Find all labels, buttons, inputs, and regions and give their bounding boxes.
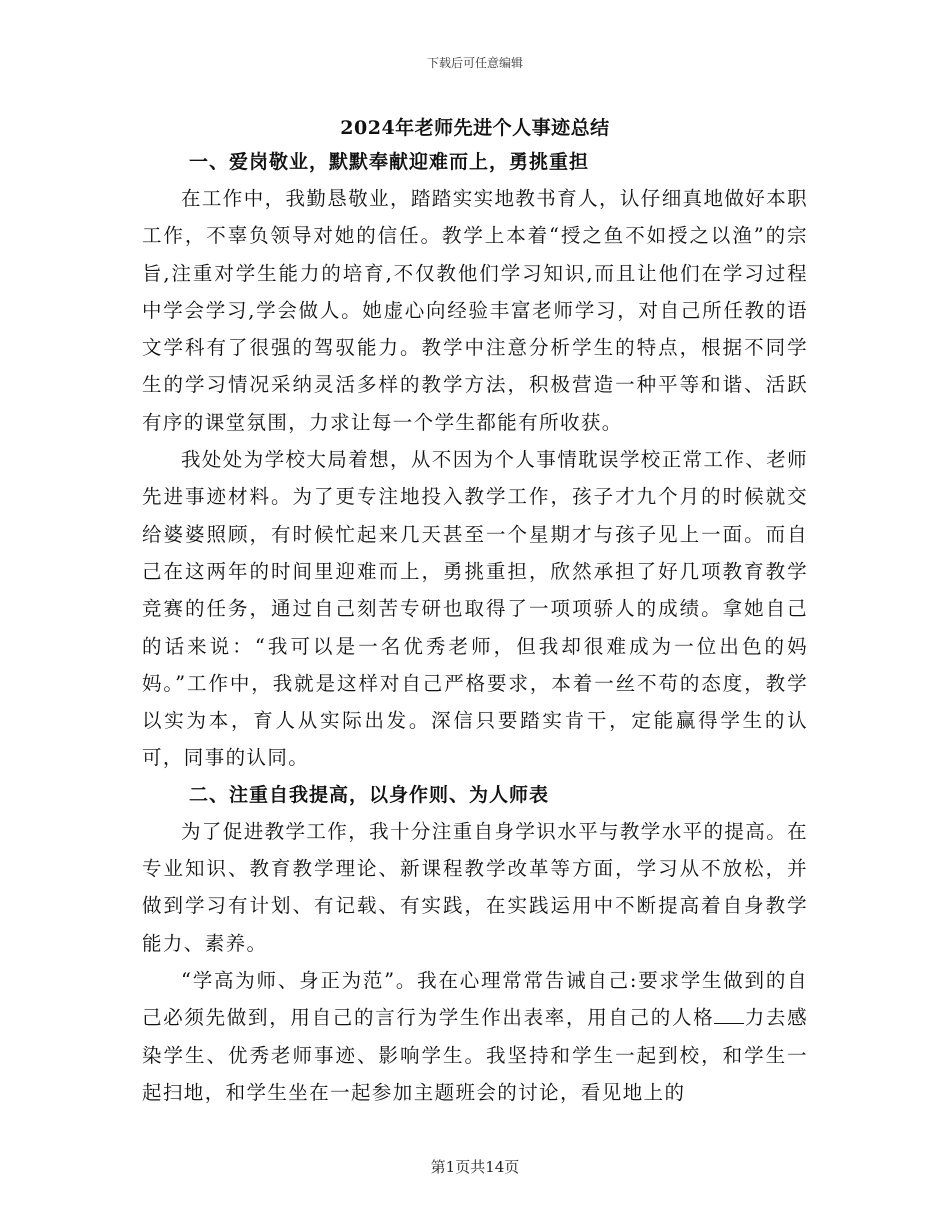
section-2-paragraph-2-part-1: “学高为师、身正为范”。我在心理常常告诫自己:要求学生做到的自己必须先做到，用自己的言行为学生作出表率，用自己的人格	[142, 968, 808, 1030]
section-1-paragraph-2: 我处处为学校大局着想，从不因为个人事情耽误学校正常工作、老师先进事迹材料。为了更专注地投入教学工作，孩子才九个月的时候就交给婆婆照顾，有时候忙起来几天甚至一个星期才与孩子见上一面。而自己在这两年的时间里迎难而上，勇挑重担，欣然承担了好几项教育教学竞赛的任务，通过自己刻苦专研也取得了一项项骄人的成绩。拿她自己的话来说：“我可以是一名优秀老师，但我却很难成为一位出色的妈妈。”工作中，我就是这样对自己严格要求，本着一丝不苟的态度，教学以实为本，育人从实际出发。深信只要踏实肯干，定能赢得学生的认可，同事的认同。	[142, 448, 809, 770]
section-2-heading: 二、注重自我提高，以身作则、为人师表	[189, 783, 550, 806]
document-title: 2024年老师先进个人事迹总结	[340, 117, 610, 139]
section-1-paragraph-1: 在工作中，我勤恳敬业，踏踏实实地教书育人，认仔细真地做好本职工作，不辜负领导对她的信任。教学上本着“授之鱼不如授之以渔”的宗旨,注重对学生能力的培育,不仅教他们学习知识,而且让他们在学习过程中学会学习,学会做人。她虚心向经验丰富老师学习，对自己所任教的语文学科有了很强的驾驭能力。教学中注意分析学生的特点，根据不同学生的学习情况采纳灵活多样的教学方法，积极营造一种平等和谐、活跃有序的课堂氛围，力求让每一个学生都能有所收获。	[142, 187, 809, 434]
section-2-paragraph-2-part-2: 力去感染学生、优秀老师事迹、影响学生。我坚持和学生一起到校，和学生一起扫地，和学生坐在一起参加主题班会的讨论，看见地上的	[142, 1006, 808, 1104]
section-1-heading: 一、爱岗敬业，默默奉献迎难而上，勇挑重担	[189, 151, 590, 173]
page-number-footer: 第1页共14页	[430, 1158, 520, 1176]
section-2-paragraph-2	[142, 962, 808, 1111]
header-note: 下载后可任意编辑	[426, 56, 523, 70]
document-body	[142, 112, 808, 1111]
fill-in-blank-line	[714, 1007, 744, 1024]
section-2-paragraph-1: 为了促进教学工作，我十分注重自身学识水平与教学水平的提高。在专业知识、教育教学理论、新课程教学改革等方面，学习从不放松，并做到学习有计划、有记载、有实践，在实践运用中不断提高着自身教学能力、素养。	[142, 819, 809, 955]
